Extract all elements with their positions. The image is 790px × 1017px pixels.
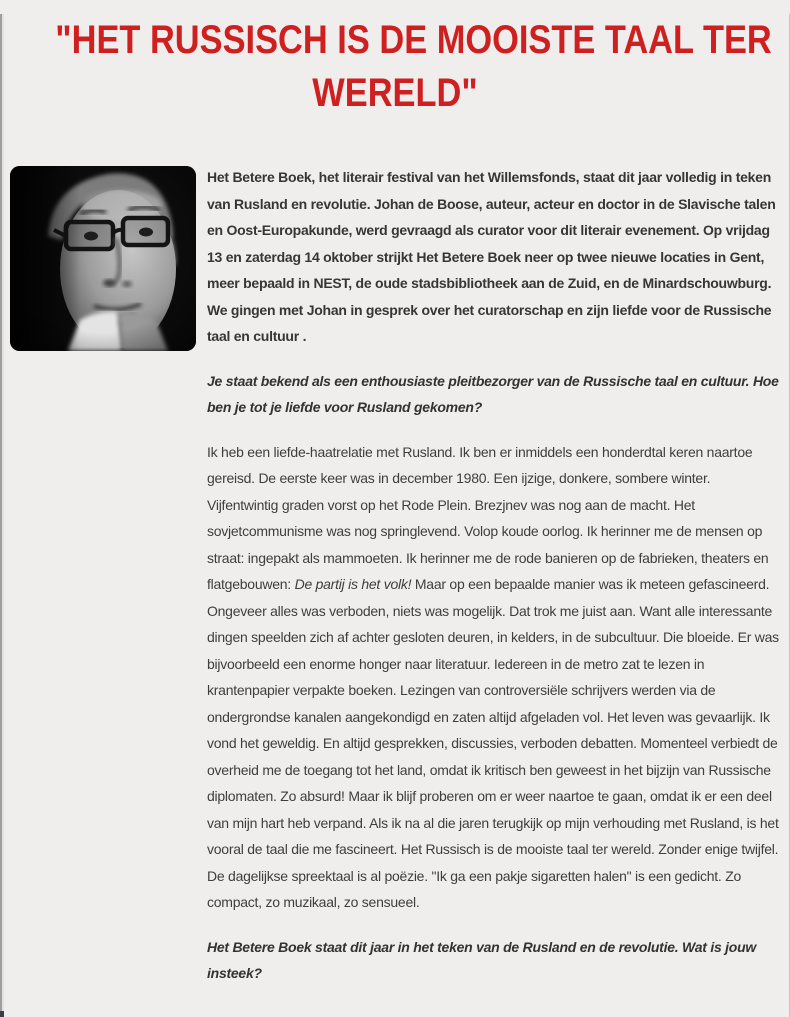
answer-1-segment-1: Ik heb een liefde-haatrelatie met Rusland. Ik ben er inmiddels een honderdtal keren naartoe gereisd. De eerste keer was in december 1980. Een ijzige, donkere, sombere winter. Vijfentwintig graden vorst op het Rode Plein. Brezjnev was nog aan de macht. Het sovjetcommunisme was nog springlevend. Volop koude oorlog. Ik herinner me de mensen op straat: ingepakt als mammoeten. Ik herinner me de rode banieren op de fabrieken, theaters en flatgebouwen: (207, 443, 769, 592)
interview-question-2: Het Betere Boek staat dit jaar in het teken van de Rusland en de revolutie. Wat is jouw insteek? (207, 938, 757, 981)
answer-1-segment-2: Maar op een bepaalde manier was ik meteen gefascineerd. Ongeveer alles was verboden, niets was mogelijk. Dat trok me juist aan. Want alle interessante dingen speelden zich af achter gesloten deuren, in kelders, in de subcultuur. Die bloeide. Er was bijvoorbeeld een enorme honger naar literatuur. Iedereen in de metro zat te lezen in krantenpapier verpakte boeken. Lezingen van controversiële schrijvers werden via de ondergrondse kanalen aangekondigd en zaten altijd afgeladen vol. Het leven was gevaarlijk. Ik vond het geweldig. En altijd gesprekken, discussies, verboden debatten. Momenteel verbiedt de overheid me de toegang tot het land, omdat ik kritisch ben geweest in het bijzijn van Russische diplomaten. Zo absurd! Maar ik blijf proberen om er weer naartoe te gaan, omdat ik er een deel van mijn hart heb verpand. Als ik na al die jaren terugkijk op mijn verhouding met Rusland, is het vooral de taal die me fascineert. Het Russisch is de mooiste taal ter wereld. Zonder enige twijfel. De dagelijkse spreektaal is al poëzie. "Ik ga een pakje sigaretten halen" is een gedicht. Zo compact, zo muzikaal, zo sensueel. (207, 576, 779, 910)
bottom-left-notch (0, 1011, 4, 1017)
headline-line-1: "HET RUSSISCH IS DE MOOISTE TAAL TER (55, 18, 772, 62)
answer-1-italic-phrase: De partij is het volk! (294, 576, 412, 592)
page-left-edge-highlight (2, 14, 4, 1017)
portrait-photo (10, 166, 196, 351)
portrait-image (10, 166, 196, 351)
interview-answer-1 (207, 439, 783, 916)
intro-paragraph: Het Betere Boek, het literair festival van het Willemsfonds, staat dit jaar volledig in teken van Rusland en revolutie. Johan de Boose, auteur, acteur en doctor in de Slavische talen en Oost-Europakunde, werd gevraagd als curator voor dit literair evenement. Op vrijdag 13 en zaterdag 14 oktober strijkt Het Betere Boek neer op twee nieuwe locaties in Gent, meer bepaald in NEST, de oude stadsbibliotheek aan de Zuid, en de Minardschouwburg. We gingen met Johan in gesprek over het curatorschap en zijn liefde voor de Russische taal en cultuur . (207, 169, 776, 344)
article-body (0, 164, 790, 987)
interview-question-1: Je staat bekend als een enthousiaste pleitbezorger van de Russische taal en cultuur. Hoe ben je tot je liefde voor Rusland gekomen? (207, 372, 779, 415)
article-headline (55, 14, 772, 120)
headline-line-2: WERELD" (312, 71, 478, 115)
